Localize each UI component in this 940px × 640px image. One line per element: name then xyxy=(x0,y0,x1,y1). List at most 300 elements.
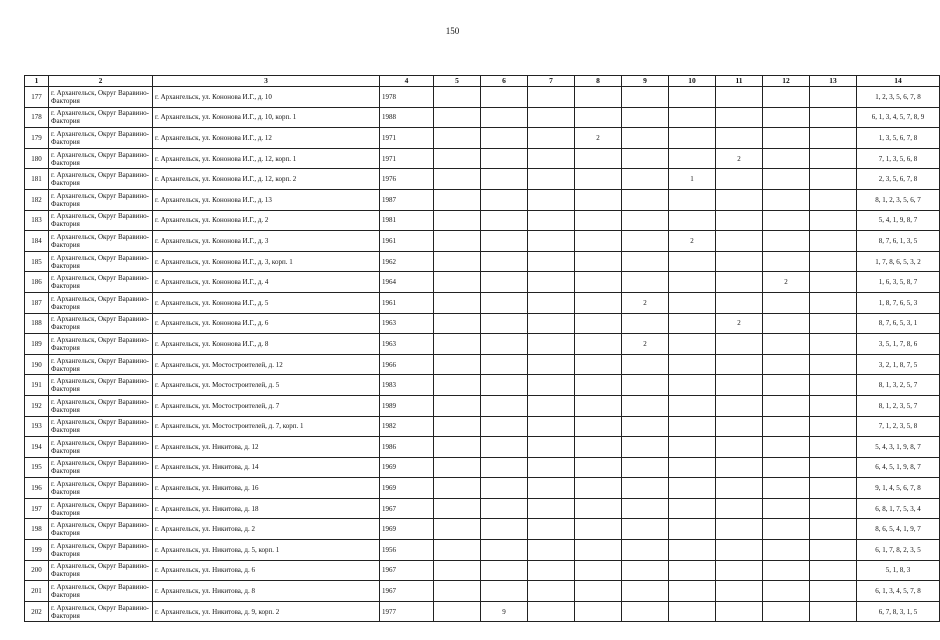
value-cell xyxy=(622,437,669,458)
value-cell xyxy=(434,334,481,355)
value-cell xyxy=(434,148,481,169)
value-cell xyxy=(622,560,669,581)
value-cell xyxy=(481,334,528,355)
value-cell xyxy=(528,375,575,396)
address-cell: г. Архангельск, ул. Мостостроителей, д. 5 xyxy=(153,375,380,396)
row-number: 188 xyxy=(25,313,49,334)
sequence-cell: 8, 7, 6, 5, 3, 1 xyxy=(857,313,940,334)
value-cell xyxy=(716,437,763,458)
value-cell xyxy=(622,540,669,561)
table-row xyxy=(25,87,940,108)
value-cell xyxy=(763,478,810,499)
sequence-cell: 6, 1, 3, 4, 5, 7, 8 xyxy=(857,581,940,602)
value-cell xyxy=(434,354,481,375)
year-cell: 1963 xyxy=(380,334,434,355)
district-cell: г. Архангельск, Округ Варавино-Фактория xyxy=(49,601,153,622)
value-cell xyxy=(575,189,622,210)
value-cell xyxy=(716,128,763,149)
value-cell xyxy=(575,560,622,581)
value-cell xyxy=(763,128,810,149)
value-cell xyxy=(716,540,763,561)
district-cell: г. Архангельск, Округ Варавино-Фактория xyxy=(49,87,153,108)
value-cell xyxy=(716,560,763,581)
value-cell xyxy=(669,457,716,478)
value-cell xyxy=(810,498,857,519)
address-cell: г. Архангельск, ул. Кононова И.Г., д. 12, корп. 2 xyxy=(153,169,380,190)
year-cell: 1961 xyxy=(380,292,434,313)
value-cell xyxy=(810,478,857,499)
sequence-cell: 1, 8, 7, 6, 5, 3 xyxy=(857,292,940,313)
value-cell xyxy=(528,231,575,252)
value-cell xyxy=(434,498,481,519)
district-cell: г. Архангельск, Округ Варавино-Фактория xyxy=(49,519,153,540)
value-cell xyxy=(716,478,763,499)
value-cell xyxy=(763,581,810,602)
value-cell xyxy=(763,416,810,437)
value-cell xyxy=(810,354,857,375)
value-cell xyxy=(481,581,528,602)
column-header: 6 xyxy=(481,76,528,87)
value-cell xyxy=(434,189,481,210)
year-cell: 1976 xyxy=(380,169,434,190)
sequence-cell: 2, 3, 5, 6, 7, 8 xyxy=(857,169,940,190)
value-cell xyxy=(481,395,528,416)
value-cell xyxy=(528,581,575,602)
row-number: 192 xyxy=(25,395,49,416)
value-cell xyxy=(622,478,669,499)
year-cell: 1981 xyxy=(380,210,434,231)
address-cell: г. Архангельск, ул. Кононова И.Г., д. 8 xyxy=(153,334,380,355)
row-number: 182 xyxy=(25,189,49,210)
value-cell xyxy=(481,478,528,499)
year-cell: 1977 xyxy=(380,601,434,622)
value-cell xyxy=(481,354,528,375)
value-cell xyxy=(622,272,669,293)
district-cell: г. Архангельск, Округ Варавино-Фактория xyxy=(49,540,153,561)
value-cell xyxy=(622,189,669,210)
district-cell: г. Архангельск, Округ Варавино-Фактория xyxy=(49,210,153,231)
address-cell: г. Архангельск, ул. Никитова, д. 18 xyxy=(153,498,380,519)
address-cell: г. Архангельск, ул. Никитова, д. 16 xyxy=(153,478,380,499)
table-row xyxy=(25,169,940,190)
year-cell: 1969 xyxy=(380,478,434,499)
value-cell xyxy=(669,519,716,540)
address-cell: г. Архангельск, ул. Никитова, д. 14 xyxy=(153,457,380,478)
value-cell xyxy=(575,169,622,190)
row-number: 190 xyxy=(25,354,49,375)
value-cell xyxy=(810,313,857,334)
row-number: 191 xyxy=(25,375,49,396)
row-number: 187 xyxy=(25,292,49,313)
year-cell: 1969 xyxy=(380,457,434,478)
year-cell: 1956 xyxy=(380,540,434,561)
value-cell xyxy=(669,107,716,128)
sequence-cell: 6, 7, 8, 3, 1, 5 xyxy=(857,601,940,622)
value-cell xyxy=(669,210,716,231)
district-cell: г. Архангельск, Округ Варавино-Фактория xyxy=(49,169,153,190)
sequence-cell: 8, 1, 2, 3, 5, 7 xyxy=(857,395,940,416)
address-cell: г. Архангельск, ул. Никитова, д. 8 xyxy=(153,581,380,602)
column-header: 10 xyxy=(669,76,716,87)
year-cell: 1983 xyxy=(380,375,434,396)
row-number: 178 xyxy=(25,107,49,128)
value-cell xyxy=(528,210,575,231)
table-row xyxy=(25,354,940,375)
table-row xyxy=(25,560,940,581)
value-cell xyxy=(763,87,810,108)
column-header: 1 xyxy=(25,76,49,87)
sequence-cell: 9, 1, 4, 5, 6, 7, 8 xyxy=(857,478,940,499)
column-header: 4 xyxy=(380,76,434,87)
value-cell xyxy=(575,519,622,540)
year-cell: 1971 xyxy=(380,128,434,149)
value-cell xyxy=(669,560,716,581)
row-number: 193 xyxy=(25,416,49,437)
value-cell xyxy=(481,498,528,519)
year-cell: 1978 xyxy=(380,87,434,108)
sequence-cell: 8, 1, 3, 2, 5, 7 xyxy=(857,375,940,396)
row-number: 200 xyxy=(25,560,49,581)
value-cell xyxy=(763,189,810,210)
table-body xyxy=(25,87,940,622)
table-row xyxy=(25,210,940,231)
year-cell: 1967 xyxy=(380,581,434,602)
row-number: 202 xyxy=(25,601,49,622)
table-row xyxy=(25,375,940,396)
value-cell xyxy=(434,272,481,293)
value-cell xyxy=(716,169,763,190)
value-cell xyxy=(622,210,669,231)
row-number: 201 xyxy=(25,581,49,602)
value-cell xyxy=(481,107,528,128)
row-number: 179 xyxy=(25,128,49,149)
value-cell xyxy=(763,540,810,561)
value-cell xyxy=(575,251,622,272)
district-cell: г. Архангельск, Округ Варавино-Фактория xyxy=(49,498,153,519)
value-cell xyxy=(528,519,575,540)
column-header: 13 xyxy=(810,76,857,87)
value-cell xyxy=(763,437,810,458)
value-cell xyxy=(716,292,763,313)
row-number: 194 xyxy=(25,437,49,458)
sequence-cell: 5, 1, 8, 3 xyxy=(857,560,940,581)
value-cell xyxy=(575,210,622,231)
value-cell xyxy=(763,601,810,622)
column-header: 14 xyxy=(857,76,940,87)
district-cell: г. Архангельск, Округ Варавино-Фактория xyxy=(49,128,153,149)
value-cell xyxy=(575,437,622,458)
value-cell xyxy=(716,107,763,128)
table-row xyxy=(25,581,940,602)
value-cell xyxy=(669,416,716,437)
value-cell xyxy=(528,169,575,190)
registry-table xyxy=(24,75,940,622)
district-cell: г. Архангельск, Округ Варавино-Фактория xyxy=(49,148,153,169)
table-row xyxy=(25,540,940,561)
value-cell xyxy=(669,581,716,602)
year-cell: 1961 xyxy=(380,231,434,252)
sequence-cell: 1, 6, 3, 5, 8, 7 xyxy=(857,272,940,293)
row-number: 196 xyxy=(25,478,49,499)
value-cell xyxy=(434,519,481,540)
row-number: 195 xyxy=(25,457,49,478)
district-cell: г. Архангельск, Округ Варавино-Фактория xyxy=(49,272,153,293)
row-number: 180 xyxy=(25,148,49,169)
address-cell: г. Архангельск, ул. Никитова, д. 6 xyxy=(153,560,380,581)
value-cell: 2 xyxy=(716,313,763,334)
sequence-cell: 6, 1, 3, 4, 5, 7, 8, 9 xyxy=(857,107,940,128)
value-cell xyxy=(669,540,716,561)
value-cell xyxy=(622,375,669,396)
sequence-cell: 8, 6, 5, 4, 1, 9, 7 xyxy=(857,519,940,540)
year-cell: 1988 xyxy=(380,107,434,128)
row-number: 189 xyxy=(25,334,49,355)
address-cell: г. Архангельск, ул. Кононова И.Г., д. 13 xyxy=(153,189,380,210)
address-cell: г. Архангельск, ул. Никитова, д. 9, корп. 2 xyxy=(153,601,380,622)
value-cell xyxy=(481,519,528,540)
sequence-cell: 3, 2, 1, 8, 7, 5 xyxy=(857,354,940,375)
value-cell xyxy=(434,437,481,458)
value-cell xyxy=(669,189,716,210)
value-cell xyxy=(434,128,481,149)
row-number: 186 xyxy=(25,272,49,293)
table-row xyxy=(25,601,940,622)
year-cell: 1982 xyxy=(380,416,434,437)
row-number: 183 xyxy=(25,210,49,231)
value-cell xyxy=(716,457,763,478)
value-cell xyxy=(669,148,716,169)
value-cell xyxy=(622,581,669,602)
district-cell: г. Архангельск, Округ Варавино-Фактория xyxy=(49,231,153,252)
row-number: 197 xyxy=(25,498,49,519)
value-cell xyxy=(481,560,528,581)
value-cell xyxy=(716,87,763,108)
value-cell xyxy=(434,292,481,313)
value-cell xyxy=(669,292,716,313)
value-cell xyxy=(528,292,575,313)
district-cell: г. Архангельск, Округ Варавино-Фактория xyxy=(49,251,153,272)
column-header: 2 xyxy=(49,76,153,87)
value-cell xyxy=(622,251,669,272)
table-row xyxy=(25,395,940,416)
value-cell xyxy=(716,210,763,231)
table-row xyxy=(25,457,940,478)
address-cell: г. Архангельск, ул. Никитова, д. 12 xyxy=(153,437,380,458)
sequence-cell: 6, 4, 5, 1, 9, 8, 7 xyxy=(857,457,940,478)
address-cell: г. Архангельск, ул. Мостостроителей, д. 7 xyxy=(153,395,380,416)
district-cell: г. Архангельск, Округ Варавино-Фактория xyxy=(49,292,153,313)
row-number: 177 xyxy=(25,87,49,108)
value-cell xyxy=(763,457,810,478)
value-cell xyxy=(481,416,528,437)
value-cell xyxy=(810,251,857,272)
value-cell xyxy=(810,581,857,602)
year-cell: 1962 xyxy=(380,251,434,272)
value-cell xyxy=(669,478,716,499)
value-cell xyxy=(810,169,857,190)
value-cell xyxy=(810,231,857,252)
value-cell xyxy=(716,272,763,293)
value-cell xyxy=(622,395,669,416)
address-cell: г. Архангельск, ул. Кононова И.Г., д. 10 xyxy=(153,87,380,108)
table-row xyxy=(25,189,940,210)
value-cell xyxy=(763,560,810,581)
value-cell xyxy=(716,519,763,540)
value-cell xyxy=(810,210,857,231)
value-cell xyxy=(763,375,810,396)
district-cell: г. Архангельск, Округ Варавино-Фактория xyxy=(49,560,153,581)
sequence-cell: 3, 5, 1, 7, 8, 6 xyxy=(857,334,940,355)
table-row xyxy=(25,478,940,499)
district-cell: г. Архангельск, Округ Варавино-Фактория xyxy=(49,189,153,210)
value-cell xyxy=(622,87,669,108)
district-cell: г. Архангельск, Округ Варавино-Фактория xyxy=(49,581,153,602)
value-cell xyxy=(763,334,810,355)
value-cell xyxy=(528,457,575,478)
value-cell xyxy=(810,334,857,355)
value-cell xyxy=(575,334,622,355)
sequence-cell: 6, 8, 1, 7, 5, 3, 4 xyxy=(857,498,940,519)
value-cell xyxy=(528,251,575,272)
sequence-cell: 1, 2, 3, 5, 6, 7, 8 xyxy=(857,87,940,108)
value-cell xyxy=(622,148,669,169)
value-cell xyxy=(622,313,669,334)
value-cell xyxy=(575,292,622,313)
value-cell xyxy=(575,272,622,293)
value-cell xyxy=(716,395,763,416)
value-cell xyxy=(528,148,575,169)
value-cell xyxy=(575,498,622,519)
value-cell xyxy=(434,416,481,437)
value-cell xyxy=(528,87,575,108)
value-cell xyxy=(810,189,857,210)
sequence-cell: 7, 1, 2, 3, 5, 8 xyxy=(857,416,940,437)
value-cell xyxy=(528,334,575,355)
value-cell xyxy=(528,272,575,293)
sequence-cell: 1, 3, 5, 6, 7, 8 xyxy=(857,128,940,149)
value-cell xyxy=(481,375,528,396)
value-cell: 2 xyxy=(669,231,716,252)
address-cell: г. Архангельск, ул. Кононова И.Г., д. 10, корп. 1 xyxy=(153,107,380,128)
table-row xyxy=(25,292,940,313)
column-header: 3 xyxy=(153,76,380,87)
value-cell xyxy=(434,601,481,622)
table-row xyxy=(25,437,940,458)
value-cell: 2 xyxy=(622,334,669,355)
year-cell: 1969 xyxy=(380,519,434,540)
value-cell xyxy=(622,519,669,540)
value-cell xyxy=(528,354,575,375)
row-number: 181 xyxy=(25,169,49,190)
value-cell xyxy=(481,231,528,252)
value-cell xyxy=(716,334,763,355)
value-cell xyxy=(481,148,528,169)
value-cell xyxy=(528,601,575,622)
value-cell xyxy=(575,457,622,478)
district-cell: г. Архангельск, Округ Варавино-Фактория xyxy=(49,375,153,396)
value-cell: 2 xyxy=(575,128,622,149)
value-cell xyxy=(528,560,575,581)
address-cell: г. Архангельск, ул. Кононова И.Г., д. 3, корп. 1 xyxy=(153,251,380,272)
row-number: 198 xyxy=(25,519,49,540)
value-cell xyxy=(434,210,481,231)
value-cell xyxy=(622,354,669,375)
table-row xyxy=(25,416,940,437)
value-cell xyxy=(434,375,481,396)
value-cell xyxy=(622,169,669,190)
value-cell xyxy=(763,354,810,375)
value-cell: 2 xyxy=(716,148,763,169)
value-cell xyxy=(810,601,857,622)
district-cell: г. Архангельск, Округ Варавино-Фактория xyxy=(49,437,153,458)
value-cell xyxy=(434,478,481,499)
district-cell: г. Архангельск, Округ Варавино-Фактория xyxy=(49,313,153,334)
value-cell xyxy=(716,498,763,519)
address-cell: г. Архангельск, ул. Никитова, д. 5, корп. 1 xyxy=(153,540,380,561)
page-number: 150 xyxy=(445,26,460,36)
value-cell xyxy=(481,169,528,190)
table-row xyxy=(25,251,940,272)
value-cell xyxy=(763,313,810,334)
address-cell: г. Архангельск, ул. Кононова И.Г., д. 6 xyxy=(153,313,380,334)
value-cell xyxy=(716,354,763,375)
district-cell: г. Архангельск, Округ Варавино-Фактория xyxy=(49,354,153,375)
value-cell xyxy=(481,272,528,293)
address-cell: г. Архангельск, ул. Никитова, д. 2 xyxy=(153,519,380,540)
address-cell: г. Архангельск, ул. Кононова И.Г., д. 2 xyxy=(153,210,380,231)
value-cell xyxy=(763,148,810,169)
value-cell xyxy=(669,437,716,458)
value-cell xyxy=(528,189,575,210)
table-row xyxy=(25,498,940,519)
value-cell xyxy=(810,437,857,458)
address-cell: г. Архангельск, ул. Кононова И.Г., д. 5 xyxy=(153,292,380,313)
table-row xyxy=(25,231,940,252)
value-cell xyxy=(575,581,622,602)
value-cell: 9 xyxy=(481,601,528,622)
district-cell: г. Архангельск, Округ Варавино-Фактория xyxy=(49,416,153,437)
value-cell xyxy=(763,498,810,519)
value-cell xyxy=(763,395,810,416)
value-cell xyxy=(575,354,622,375)
value-cell xyxy=(763,231,810,252)
value-cell xyxy=(622,416,669,437)
row-number: 184 xyxy=(25,231,49,252)
value-cell xyxy=(810,292,857,313)
district-cell: г. Архангельск, Округ Варавино-Фактория xyxy=(49,107,153,128)
value-cell xyxy=(434,251,481,272)
value-cell xyxy=(575,375,622,396)
row-number: 185 xyxy=(25,251,49,272)
address-cell: г. Архангельск, ул. Мостостроителей, д. 7, корп. 1 xyxy=(153,416,380,437)
table-row xyxy=(25,334,940,355)
value-cell xyxy=(481,313,528,334)
district-cell: г. Архангельск, Округ Варавино-Фактория xyxy=(49,457,153,478)
table-row xyxy=(25,148,940,169)
value-cell xyxy=(669,334,716,355)
value-cell xyxy=(481,251,528,272)
value-cell xyxy=(810,416,857,437)
value-cell xyxy=(810,87,857,108)
sequence-cell: 1, 7, 8, 6, 5, 3, 2 xyxy=(857,251,940,272)
year-cell: 1989 xyxy=(380,395,434,416)
value-cell xyxy=(669,354,716,375)
year-cell: 1987 xyxy=(380,189,434,210)
value-cell xyxy=(575,231,622,252)
value-cell xyxy=(810,457,857,478)
value-cell xyxy=(575,87,622,108)
value-cell xyxy=(669,498,716,519)
